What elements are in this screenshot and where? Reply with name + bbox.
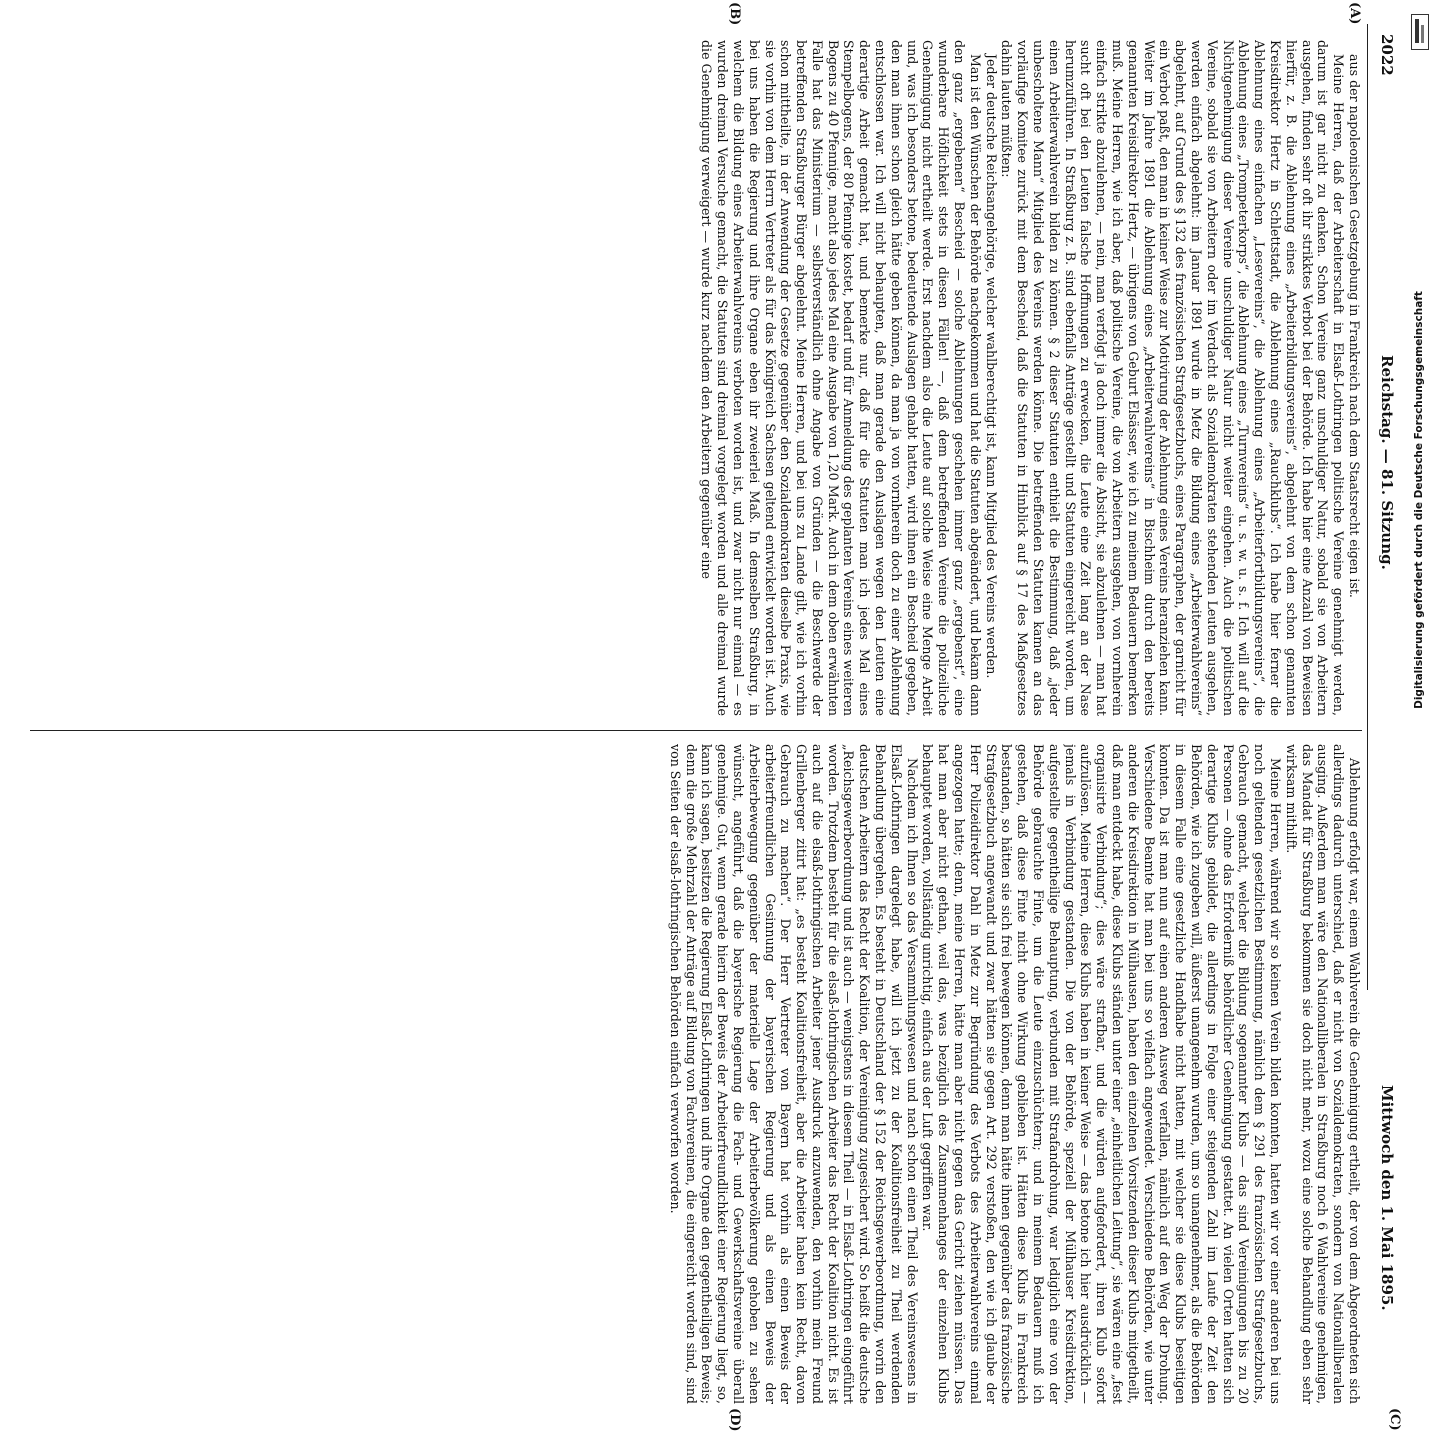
left-column — [482, 40, 1362, 716]
paragraph: Meine Herren, während wir so keinen Verein bilden konnten, hatten wir vor einer anderen bei uns noch geltenden gesetzlichen Bestimmung, nämlich dem § 291 des französischen Strafgesetzbuchs, Gebrauch gemacht, welcher die Bildung sogenannter Klubs — das sind Vereinigungen bis zu 20 Personen — ohne das Erforderniß behördlicher Genehmigung gestattet. An vielen Orten hatten sich derartige Klubs gebildet, die allerdings in Folge einer steigenden Zahl im Laufe der Zeit den Behörden, wie ich zugeben will, äußerst unangenehm wurden, um so unangenehmer, als die Behörden in diesem Falle eine gesetzliche Handhabe nicht hatten, mit welcher sie diese Klubs beseitigen konnten. Da ist man nun auf einen anderen Ausweg verfallen, nämlich auf den Weg der Drohung. Verschiedene Beamte hat man bei uns so vielfach angewendet. Verschiedene Behörden, wie unter anderen die Kreisdirektion in Mülhausen, haben den einzelnen Vorsitzenden dieser Klubs mitgetheilt, daß man entdeckt habe, diese Klubs ständen unter einer „einheitlichen Leitung“, sie wären eine „fest organisirte Verbindung“; dies wäre strafbar, und die würden aufgefordert, ihren Klub sofort aufzulösen. Meine Herren, diese Klubs haben in keiner Weise — das betone ich hier ausdrücklich — jemals in Verbindung gestanden. Die von der Behörde, speziell der Mülhauser Kreisdirektion, aufgestellte gegentheilige Behauptung, verbunden mit Strafandrohung, war lediglich eine von der Behörde gebrauchte Finte, um die Leute einzuschüchtern; und in meinem Bedauern muß ich gestehen, daß diese Finte nicht ohne Wirkung geblieben ist. Hätten diese Klubs in Frankreich bestanden, so hätten sie sich frei bewegen können, denn man hätte ihnen gegenüber das französische Strafgesetzbuch angewandt und zwar hätten sie gegen Art. 292 verstoßen, den wie ich glaube der Herr Polizeidirektor Dahl in Metz zur Begründung des Verbots des Arbeiterwahlvereins einmal angezogen hatte; denn, meine Herren, hätte man aber nicht gegen das Gericht ziehen müssen. Das hat man aber nicht gethan, weil das, was bezüglich des Zusammenhanges der einzelnen Klubs behauptet worden, vollständig unrichtig, einfach aus der Luft gegriffen war. — [920, 744, 1284, 1404]
paragraph: Man ist den Wünschen der Behörde nachgekommen und hat die Statuten abgeändert, und bekam dann den ganz „ergebenen“ Bescheid — solche Ablehnungen geschehen immer ganz „ergebenst“, eine wunderbare Höflichkeit stets in diesen Fällen! —, daß dem betreffenden Vereine die polizeiliche Genehmigung nicht ertheilt werde. Erst nachdem also die Leute auf solche Weise eine Menge Arbeit und, was ich besonders betone, bedeutende Auslagen gehabt hatten, wird ihnen ein Bescheid gegeben, den man ihnen schon gleich hätte geben können, da man ja von vornherein doch zu einer Ablehnung entschlossen war. Ich will nicht behaupten, daß man gerade den Auslagen wegen den Leuten eine derartige Arbeit gemacht hat, und bemerke nur, daß für die Statuten man ich jedes Mal eines Stempelbogens, der 80 Pfennige kostet, bedarf und für Anmeldung des geplanten Vereins eines weiteren Bogens zu 40 Pfennige, macht also jedes Mal eine Ausgabe von 1,20 Mark. Auch in dem oben erwähnten Falle hat das Ministerium — selbstverständlich ohne Angabe von Gründen — die Beschwerde der betreffenden Straßburger Bürger abgelehnt. Meine Herren, und bei uns zu Lande gilt, wie ich vorhin schon mittheilte, in der Anwendung der Gesetze gegenüber den Sozialdemokraten dieselbe Praxis, wie sie vorhin von dem Herrn Vertreter als für das Königreich Sachsen geltend entwickelt worden ist. Auch bei uns haben die Regierung und ihre Organe eben ihr zweierlei Maß. In demselben Straßburg, in welchem die Bildung eines Arbeiterwahlvereins verboten worden ist, und zwar nicht nur einmal — es wurden dreimal Versuche gemacht, die Statuten sind dreimal vorgelegt worden und alle dreimal wurde die Genehmigung verweigert — wurde kurz nachdem den Arbeitern gegenüber eine — [699, 40, 983, 716]
margin-mark-a: (A) — [1347, 2, 1362, 25]
paragraph: Nachdem ich Ihnen so das Versammlungswesen und nach schon einen Theil des Vereinswesens in Elsaß-Lothringen dargelegt habe, will ich jetzt zu der Koalitionsfreiheit zu Theil werdenden Behandlung übergehen. Es besteht in Deutschland der § 152 der Reichsgewerbeordnung, worin den deutschen Arbeitern das Recht der Koalition, der Vereinigung zugesichert wird. So heißt die deutsche „Reichsgewerbeordnung und ist auch — wenigstens in diesem Theil — in Elsaß-Lothringen eingeführt worden. Trotzdem besteht für die elsaß-lothringischen Arbeiter das Recht der Koalition nicht. Es ist auch auf die elsaß-lothringischen Arbeiter jener Ausdruck anzuwenden, den vorhin mein Freund Grillenberger zitirt hat: „es besteht Koalitionsfreiheit, aber die Arbeiter haben kein Recht, davon Gebrauch zu machen“. Der Herr Vertreter von Bayern hat vorhin als einen Beweis der arbeiterfreundlichen Gesinnung der bayerischen Regierung und als einen Beweis der Arbeiterbewegung gegenüber der materielle Lage der Arbeiterbevölkerung gehoben zu sehen wünscht, angeführt, daß die bayerische Regierung die Fach- und Gewerkschaftsvereine überall genehmige. Gut, wenn gerade hierin der Beweis der Arbeiterfreundlichkeit einer Regierung liegt, so, kann ich sagen, besitzen die Regierung Elsaß-Lothringen und ihre Organe den gegentheiligen Beweis; denn die große Mehrzahl der Anträge auf Bildung von Fachvereinen, die eingereicht worden sind, sind von Seiten der elsaß-lothringischen Behörden einfach verworfen worden. — [667, 744, 920, 1404]
page-number: 2022 — [1378, 34, 1396, 76]
paragraph: aus der napoleonischen Gesetzgebung in Frankreich nach dem Staatsrecht eigen ist. — [1347, 54, 1362, 598]
paragraph: Meine Herren, daß der Arbeiterschaft in Elsaß-Lothringen politische Vereine genehmigt werden, darum ist gar nicht zu denken. Schon Vereine ganz unschuldiger Natur, sobald sie von Arbeitern ausgehen, finden sehr oft ihr strikktes Verbot bei der Behörde. Ich habe hier eine Anzahl von Beweisen hierfür, z. B. die Ablehnung eines „Arbeiterbildungsvereins“, abgelehnt von dem schon genannten Kreisdirektor Hertz in Schlettstadt, die Ablehnung eines „Rauchklubs“. Ich habe hier ferner die Ablehnung eines einfachen „Lesevereins“, die Ablehnung eines „Arbeiterfortbildungsvereins“, die Ablehnung eines „Trompeterkorps“, die Ablehnung eines „Turnvereins“ u. s. w. u. s. f. Ich will auf die Nichtgenehmigung dieser Vereine unschuldiger Natur nicht weiter eingehen. Auch die politischen Vereine, sobald sie von Arbeitern oder im Verdacht als Sozialdemokraten stehenden Leuten ausgehen, werden einfach abgelehnt: im Januar 1891 wurde in Metz die Bildung eines „Arbeiterwahlvereins“ abgelehnt, auf Grund des § 132 des französischen Strafgesetzbuchs, eines Paragraphen, der garnicht für ein Verbot paßt, den man in keiner Weise zur Motivirung der Ablehnung eines Vereins heranziehen kann. Weiter im Jahre 1891 die Ablehnung eines „Arbeiterwahlvereins“ in Bischheim durch den bereits genannten Kreisdirektor Hertz, — übrigens von Geburt Elsässer, wie ich zu meinem Bedauern bemerken muß. Meine Herren, wie ich aber, daß politische Vereine, die von Arbeitern ausgehen, von vornherein einfach strikte abzulehnen, — nein, man verfolgt ja doch immer die Absicht, sie abzulehnen — man hat sucht oft bei den Leuten falsche Hoffnungen zu erwecken, die Leute eine Zeit lang an der Nase herumzuführen. In Straßburg z. B. sind ebenfalls Anträge gestellt und Statuten eingereicht worden, um einen Arbeiterwahlverein bilden zu können. § 2 dieser Statuten enthielt die Bestimmung, daß „jeder unbescholtene Mann“ Mitglied des Vereins werden könne. Die betreffenden Statuten kamen an das vorläufige Komitee zurück mit dem Bescheid, daß die Statuten in Hinblick auf § 17 des Maßgesetzes dahin lauten müßten: — [999, 40, 1347, 716]
left-running-title: Reichstag. — 81. Sitzung. — [1378, 355, 1396, 570]
dfg-stamp-text: Digitalisierung gefördert durch die Deutsche Forschungsgemeinschaft — [1413, 291, 1425, 709]
dfg-logo-icon — [1411, 14, 1429, 50]
column-rule — [30, 730, 1362, 731]
header-rule — [1367, 24, 1368, 990]
paragraph: Jeder deutsche Reichsangehörige, welcher wahlberechtigt ist, kann Mitglied des Vereins werden. — [983, 54, 999, 679]
dfg-stamp — [1408, 0, 1430, 1000]
margin-mark-b: (B) — [727, 2, 742, 26]
margin-mark-c: (C) — [1387, 1408, 1402, 1431]
right-running-title: Mittwoch den 1. Mai 1895. — [1378, 1085, 1396, 1311]
margin-mark-d: (D) — [727, 1408, 742, 1432]
right-column — [482, 744, 1362, 1404]
paragraph: Ablehnung erfolgt war, einem Wahlverein die Genehmigung ertheilt, der von dem Abgeordneten sich allerdings dadurch unterschied, daß er nicht von Sozialdemokraten, sondern von Nationalliberalen ausging. Außerdem man wäre den Nationalliberalen in Straßburg noch 6 Wahlvereine genehmigen, das Mandat für Straßburg bekommen sie doch nicht mehr, wozu eine solche Behandlung eben sehr wirksam mithilft. — [1283, 744, 1362, 1404]
